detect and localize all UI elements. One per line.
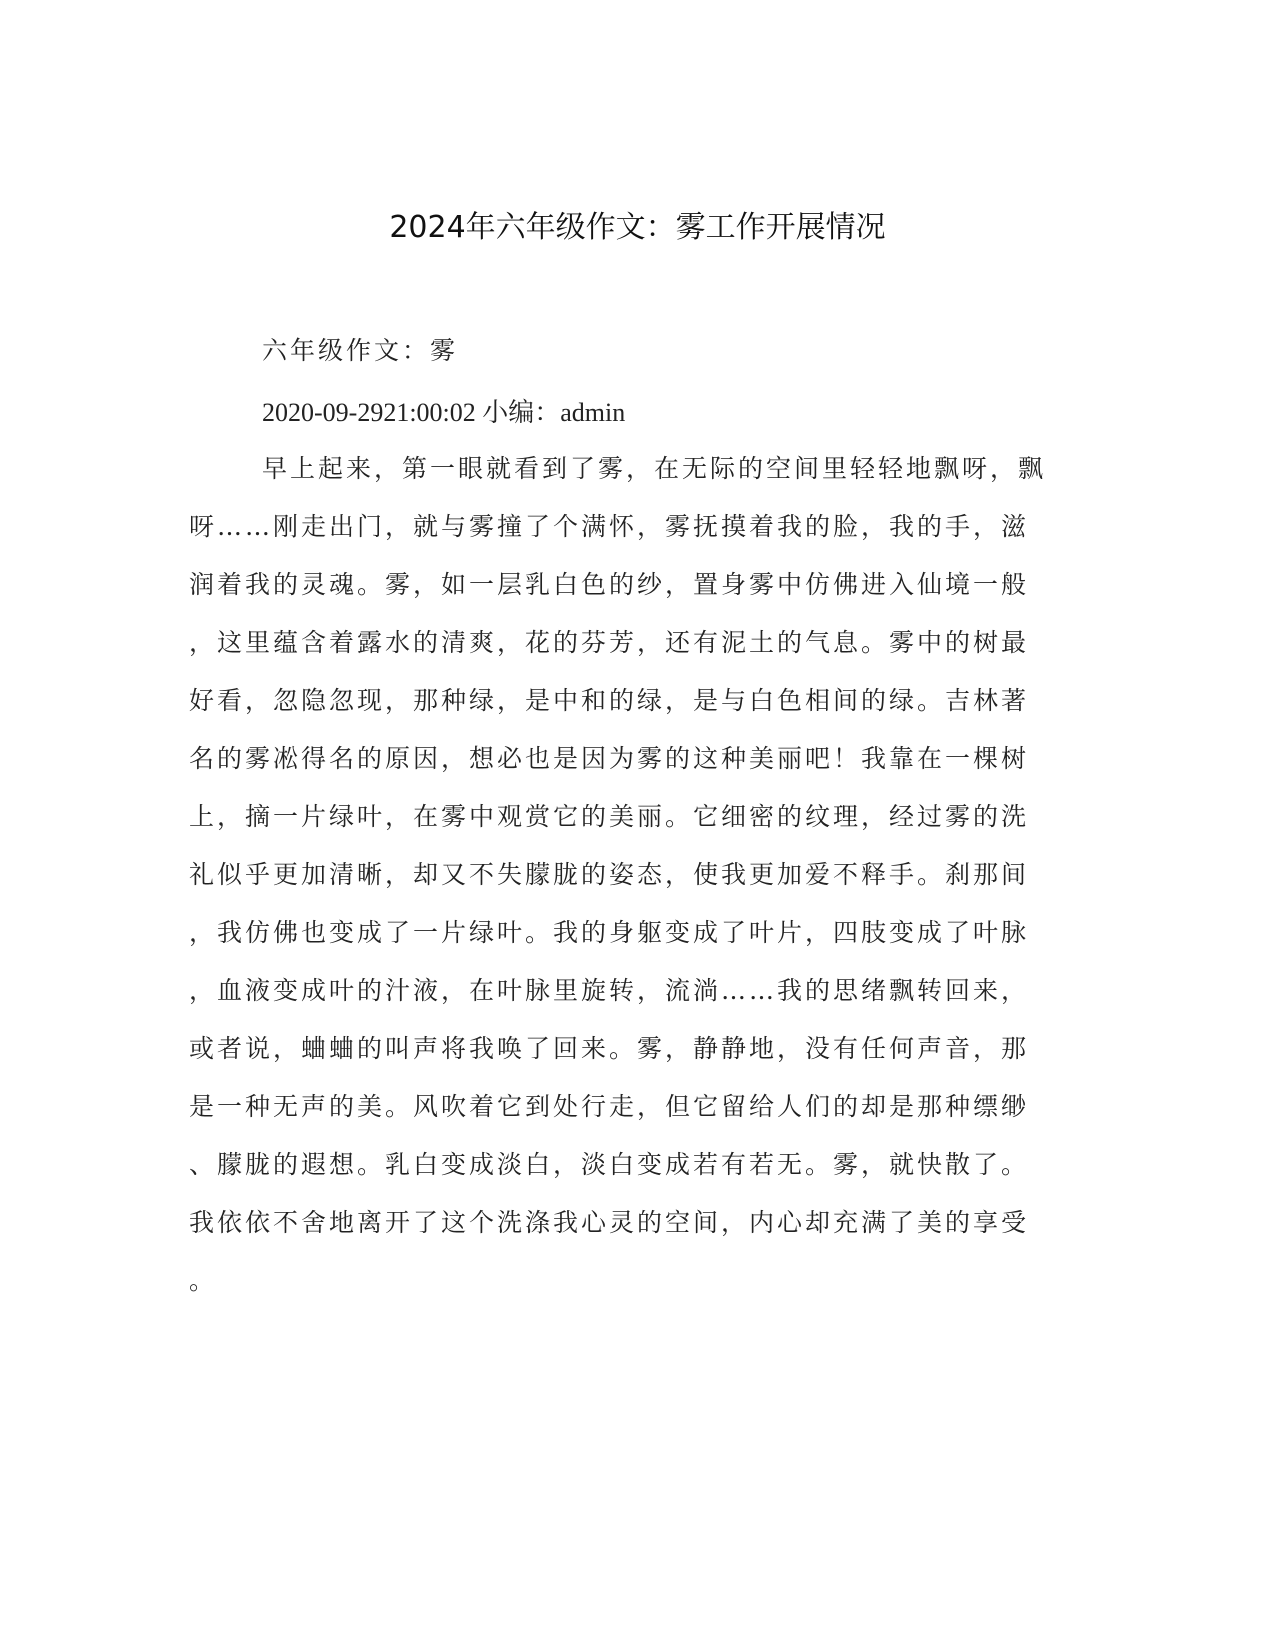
body-line: ，这里蕴含着露水的清爽，花的芬芳，还有泥土的气息。雾中的树最	[189, 628, 1030, 657]
body-line: 或者说，蛐蛐的叫声将我唤了回来。雾，静静地，没有任何声音，那	[189, 1034, 1030, 1063]
body-line: 是一种无声的美。风吹着它到处行走，但它留给人们的却是那种缥缈	[189, 1092, 1030, 1121]
body-line: 好看，忽隐忽现，那种绿，是中和的绿，是与白色相间的绿。吉林著	[189, 686, 1030, 715]
body-line: ，血液变成叶的汁液，在叶脉里旋转，流淌……我的思绪飘转回来，	[189, 976, 1030, 1005]
body-line: ，我仿佛也变成了一片绿叶。我的身躯变成了叶片，四肢变成了叶脉	[189, 918, 1030, 947]
body-line: 上，摘一片绿叶，在雾中观赏它的美丽。它细密的纹理，经过雾的洗	[189, 802, 1030, 831]
body-line: 呀……刚走出门，就与雾撞了个满怀，雾抚摸着我的脸，我的手，滋	[189, 512, 1030, 541]
body-line: 。	[189, 1266, 218, 1295]
body-line: 、朦胧的遐想。乳白变成淡白，淡白变成若有若无。雾，就快散了。	[189, 1150, 1030, 1179]
body-line: 名的雾凇得名的原因，想必也是因为雾的这种美丽吧！我靠在一棵树	[189, 744, 1030, 773]
document-subtitle: 六年级作文：雾	[262, 336, 459, 365]
body-line: 礼似乎更加清晰，却又不失朦胧的姿态，使我更加爱不释手。刹那间	[189, 860, 1030, 889]
body-line: 我依依不舍地离开了这个洗涤我心灵的空间，内心却充满了美的享受	[189, 1208, 1030, 1237]
body-line: 早上起来，第一眼就看到了雾，在无际的空间里轻轻地飘呀，飘	[262, 454, 1047, 483]
document-meta: 2020-09-2921:00:02 小编：admin	[262, 398, 626, 427]
document-title: 2024年六年级作文：雾工作开展情况	[389, 210, 886, 245]
body-line: 润着我的灵魂。雾，如一层乳白色的纱，置身雾中仿佛进入仙境一般	[189, 570, 1030, 599]
